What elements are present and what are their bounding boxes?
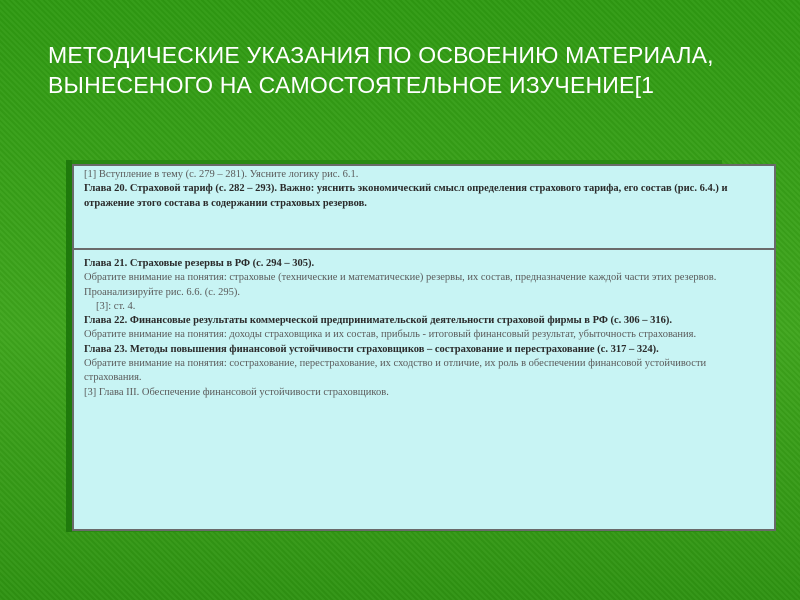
chapter-23-text: Обратите внимание на понятия: сострахование, перестрахование, их сходство и отличие, их роль в обеспечении финансовой устойчивости страхования. (84, 358, 707, 384)
chapter-20-line: Глава 20. Страховой тариф (с. 282 – 293). Важно: уяснить экономический смысл определения страхового тарифа, его состав (рис. 6.4.) и отражение этого состава в содержании страховых резервов. (84, 183, 728, 209)
chapter-22-text: Обратите внимание на понятия: доходы страховщика и их состав, прибыль - итоговый финансовый результат, убыточность страхования. (84, 329, 697, 341)
chapter-22-title: Глава 22. Финансовые результаты коммерческой предпринимательской деятельности страховой фирмы в РФ (с. 306 – 316). (84, 315, 672, 327)
chapter-21-title: Глава 21. Страховые резервы в РФ (с. 294 – 305). (84, 258, 315, 269)
chapter-21-text: Обратите внимание на понятия: страховые (технические и математические) резервы, их состав, предназначение каждой части этих резервов. Проанализируйте рис. 6.6. (с. 295). (84, 272, 717, 298)
reference-3-line: [3]: ст. 4. (96, 300, 136, 312)
intro-line: [1] Вступление в тему (с. 279 – 281). Уясните логику рис. 6.1. (84, 169, 359, 180)
table-row-intro (74, 166, 774, 250)
chapter-23-title: Глава 23. Методы повышения финансовой устойчивости страховщиков – сострахование и перестрахование (с. 317 – 324). (84, 343, 659, 355)
reference-chapter-3-line: [3] Глава III. Обеспечение финансовой устойчивости страховщиков. (84, 386, 389, 398)
table-row-chapters (74, 255, 774, 525)
content-table (72, 164, 776, 531)
slide-title: МЕТОДИЧЕСКИЕ УКАЗАНИЯ ПО ОСВОЕНИЮ МАТЕРИАЛА, ВЫНЕСЕНОГО НА САМОСТОЯТЕЛЬНОЕ ИЗУЧЕНИЕ[1 (48, 42, 714, 98)
